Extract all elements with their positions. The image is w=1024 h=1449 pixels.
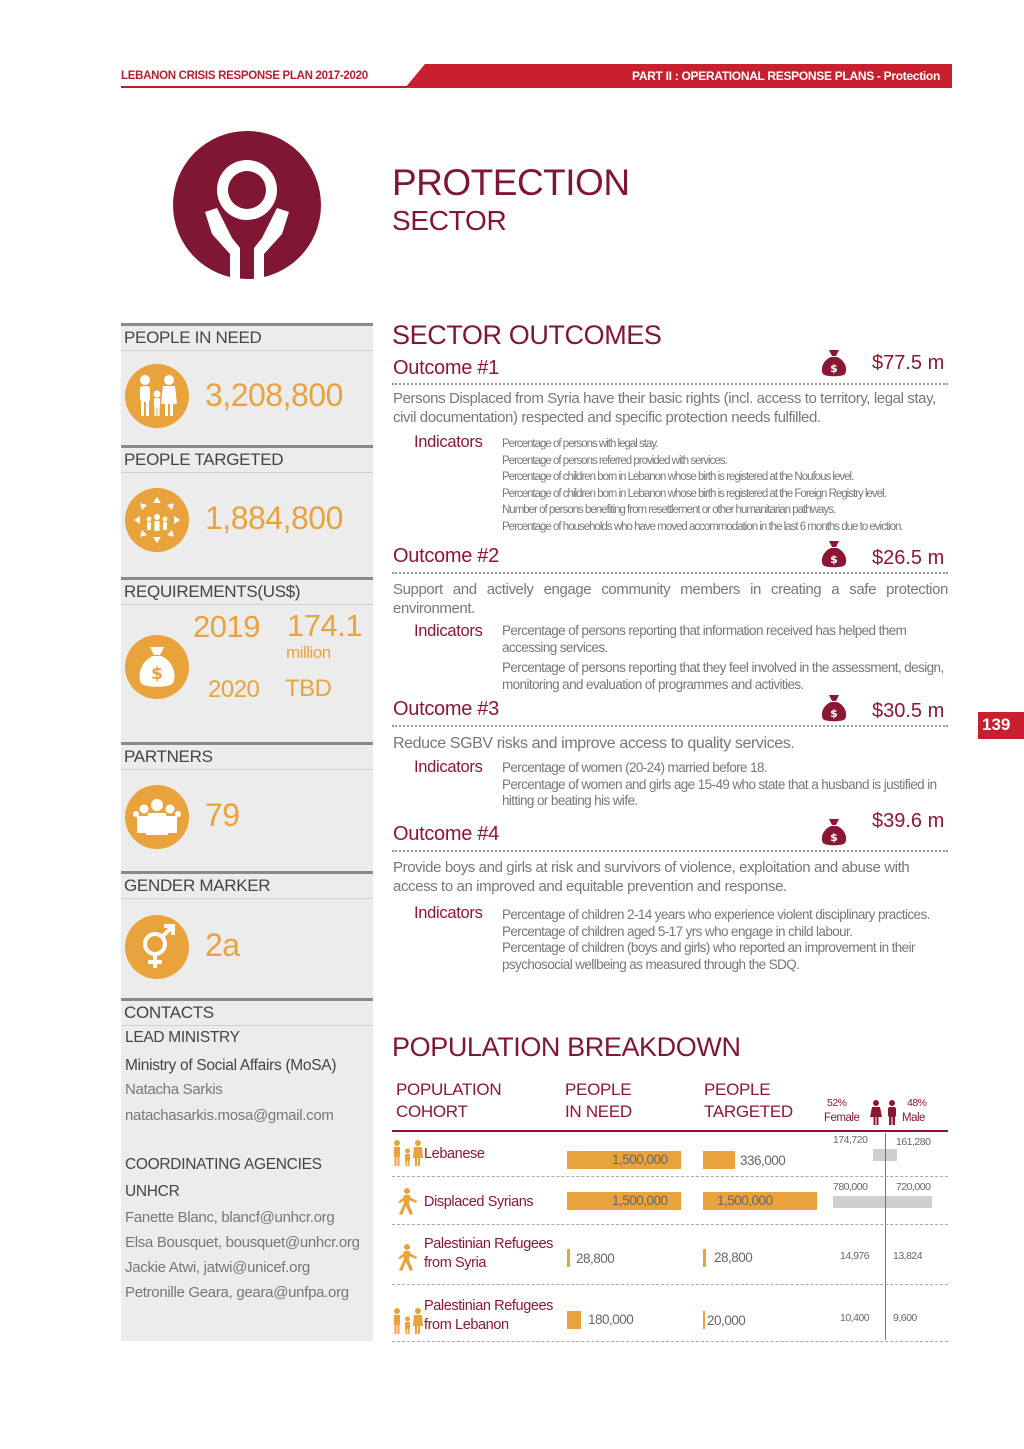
people-targeted-label: PEOPLE TARGETED	[121, 445, 373, 473]
indicator: Percentage of households who have moved accommodation in the last 6 months due to eviction.	[502, 520, 903, 533]
female-value-lebanese: 174,720	[833, 1134, 868, 1146]
need-bar-palestinian-refugees-lebanon	[567, 1311, 581, 1329]
lead-contact-email[interactable]: natachasarkis.mosa@gmail.com	[125, 1107, 334, 1124]
targeted-value-palestinian-refugees-lebanon: 20,000	[707, 1313, 746, 1328]
requirements-unit: million	[286, 643, 331, 662]
requirements-label: REQUIREMENTS(US$)	[121, 577, 373, 605]
money-bag-icon	[125, 635, 189, 699]
money-bag-icon	[821, 349, 847, 377]
female-bar-lebanese	[873, 1149, 885, 1161]
need-bar-palestinian-refugees-syria	[567, 1249, 570, 1267]
column-header-in-need: PEOPLE IN NEED	[565, 1080, 632, 1121]
male-value-palestinian-refugees-syria: 13,824	[893, 1250, 923, 1262]
indicator: Percentage of children born in Lebanon whose birth is registered at the Noufous level.	[502, 471, 854, 483]
female-label: Female	[824, 1112, 860, 1124]
outcome-2-indicators	[502, 623, 950, 693]
female-male-icon	[869, 1100, 899, 1126]
indicators-label: Indicators	[414, 904, 483, 922]
people-in-need-value: 3,208,800	[205, 377, 343, 413]
requirements-year-2020: 2020	[208, 676, 260, 703]
person-walking-icon	[395, 1244, 421, 1272]
requirements-value-2020: TBD	[285, 675, 332, 702]
protection-hands-icon	[172, 130, 322, 280]
female-value-palestinian-refugees-syria: 14,976	[840, 1250, 870, 1262]
page-title: PROTECTION	[392, 162, 630, 203]
divider	[392, 725, 948, 727]
lead-contact-person: Natacha Sarkis	[125, 1081, 223, 1098]
svg-text:$: $	[830, 553, 838, 566]
indicator: Percentage of persons reporting that information received has helped them accessing services.	[502, 623, 907, 655]
gender-icon	[125, 915, 189, 979]
outcome-3-description: Reduce SGBV risks and improve access to quality services.	[393, 735, 795, 752]
targeted-bar-palestinian-refugees-lebanon	[703, 1311, 705, 1329]
need-value-lebanese: 1,500,000	[612, 1152, 668, 1167]
coordinator-contact[interactable]: Petronille Geara, geara@unfpa.org	[125, 1284, 349, 1301]
gender-axis	[885, 1133, 886, 1340]
row-divider	[392, 1341, 948, 1342]
divider	[392, 850, 948, 852]
page-subtitle: SECTOR	[392, 205, 507, 236]
target-arrows-icon	[125, 488, 189, 552]
gender-marker-label: GENDER MARKER	[121, 871, 373, 899]
female-bar-displaced-syrians	[833, 1196, 885, 1208]
outcome-4-amount: $39.6 m	[872, 810, 945, 832]
outcome-1-amount: $77.5 m	[872, 352, 945, 374]
cohort-lebanese: Lebanese	[424, 1146, 485, 1162]
indicator: Percentage of persons reporting that they feel involved in the assessment, design, monitoring and evaluation of programmes and activities.	[502, 660, 944, 692]
indicator: Percentage of persons with legal stay.	[502, 438, 658, 450]
family-icon	[392, 1140, 424, 1168]
need-value-palestinian-refugees-syria: 28,800	[576, 1251, 615, 1266]
male-bar-lebanese	[886, 1149, 897, 1161]
coordinator-contact[interactable]: Elsa Bousquet, bousquet@unhcr.org	[125, 1234, 360, 1251]
indicator: Number of persons benefiting from resettlement or other humanitarian pathways.	[502, 504, 836, 516]
money-bag-icon	[821, 818, 847, 846]
table-header-rule	[392, 1130, 948, 1132]
lead-ministry-name: Ministry of Social Affairs (MoSA)	[125, 1057, 337, 1074]
indicator: Percentage of children 2-14 years who experience violent disciplinary practices.	[502, 907, 930, 922]
partners-value: 79	[205, 797, 240, 833]
outcome-4-title: Outcome #4	[393, 823, 499, 845]
family-icon	[125, 364, 189, 428]
male-percentage: 48%	[907, 1097, 927, 1109]
row-divider	[392, 1284, 948, 1285]
need-value-displaced-syrians: 1,500,000	[612, 1193, 668, 1208]
group-icon	[125, 785, 189, 849]
people-in-need-label: PEOPLE IN NEED	[121, 323, 373, 351]
male-value-displaced-syrians: 720,000	[896, 1181, 931, 1193]
people-targeted-value: 1,884,800	[205, 500, 343, 536]
indicator: Percentage of children aged 5-17 yrs who engage in child labour.	[502, 923, 853, 939]
money-bag-icon	[821, 540, 847, 568]
requirements-year-2019: 2019	[193, 609, 260, 644]
header-report-title: LEBANON CRISIS RESPONSE PLAN 2017-2020	[121, 70, 368, 82]
male-value-lebanese: 161,280	[896, 1136, 931, 1148]
need-value-palestinian-refugees-lebanon: 180,000	[588, 1312, 634, 1327]
indicator: Percentage of children (boys and girls) who reported an improvement in their psychosocial wellbeing as measured through the SDQ.	[502, 940, 915, 972]
outcome-2-description: Support and actively engage community members in creating a safe protection environment.	[393, 581, 948, 617]
header-section-title: PART II : OPERATIONAL RESPONSE PLANS - Protection	[632, 69, 940, 83]
lead-ministry-label: LEAD MINISTRY	[125, 1029, 240, 1046]
population-breakdown-title: POPULATION BREAKDOWN	[392, 1032, 741, 1062]
contacts-label: CONTACTS	[121, 998, 373, 1026]
indicators-label: Indicators	[414, 433, 483, 451]
svg-text:$: $	[151, 664, 163, 684]
cohort-palestinian-refugees-syria: Palestinian Refugees from Syria	[424, 1236, 554, 1271]
outcome-1-title: Outcome #1	[393, 357, 499, 379]
svg-text:$: $	[830, 831, 838, 844]
divider	[392, 383, 948, 385]
coordinating-agencies-label: COORDINATING AGENCIES	[125, 1156, 322, 1173]
male-value-palestinian-refugees-lebanon: 9,600	[893, 1312, 917, 1324]
coordinator-contact[interactable]: Fanette Blanc, blancf@unhcr.org	[125, 1209, 335, 1226]
indicator: Percentage of persons referred provided with services.	[502, 454, 727, 467]
outcome-4-description: Provide boys and girls at risk and survivors of violence, exploitation and abuse with access to an improved and equitable prevention and response.	[393, 859, 910, 895]
male-bar-displaced-syrians	[886, 1196, 932, 1208]
money-bag-icon	[821, 694, 847, 722]
page-number: 139	[978, 712, 1024, 739]
column-header-cohort: POPULATION COHORT	[396, 1080, 502, 1121]
outcome-1-indicators	[502, 436, 950, 535]
header-rule	[121, 86, 421, 88]
sidebar	[121, 323, 373, 1341]
targeted-value-displaced-syrians: 1,500,000	[717, 1193, 773, 1208]
coordinating-agency-name: UNHCR	[125, 1183, 180, 1200]
cohort-palestinian-refugees-lebanon: Palestinian Refugees from Lebanon	[424, 1298, 554, 1333]
indicator: Percentage of children born in Lebanon whose birth is registered at the Foreign Registry level.	[502, 487, 886, 500]
outcome-2-amount: $26.5 m	[872, 547, 945, 569]
partners-label: PARTNERS	[121, 742, 373, 770]
outcome-3-amount: $30.5 m	[872, 700, 945, 722]
indicators-label: Indicators	[414, 758, 483, 776]
row-divider	[392, 1224, 948, 1225]
outcome-3-indicators	[502, 760, 950, 810]
outcome-4-indicators	[502, 907, 948, 973]
targeted-bar-palestinian-refugees-syria	[703, 1249, 706, 1267]
row-divider	[392, 1176, 948, 1177]
targeted-value-lebanese: 336,000	[740, 1153, 786, 1168]
gender-marker-value: 2a	[205, 927, 240, 963]
outcome-1-description: Persons Displaced from Syria have their basic rights (incl. access to territory, legal stay, civil documentation) respected and specific protection needs fulfilled.	[393, 390, 936, 426]
outcome-3-title: Outcome #3	[393, 698, 499, 720]
cohort-displaced-syrians: Displaced Syrians	[424, 1194, 534, 1210]
indicators-label: Indicators	[414, 622, 483, 640]
person-walking-icon	[395, 1188, 421, 1216]
targeted-value-palestinian-refugees-syria: 28,800	[714, 1250, 753, 1265]
outcome-2-title: Outcome #2	[393, 545, 499, 567]
indicator: Percentage of women (20-24) married before 18.	[502, 760, 768, 775]
female-value-displaced-syrians: 780,000	[833, 1181, 868, 1193]
column-header-targeted: PEOPLE TARGETED	[704, 1080, 793, 1121]
svg-text:$: $	[830, 707, 838, 720]
svg-text:$: $	[830, 362, 838, 375]
sector-outcomes-title: SECTOR OUTCOMES	[392, 320, 662, 350]
divider	[392, 572, 948, 574]
coordinator-contact[interactable]: Jackie Atwi, jatwi@unicef.org	[125, 1259, 310, 1276]
family-icon	[392, 1308, 424, 1336]
indicator: Percentage of women and girls age 15-49 who state that a husband is justified in hitting or beating his wife.	[502, 776, 937, 808]
female-percentage: 52%	[827, 1097, 847, 1109]
targeted-bar-lebanese	[703, 1151, 735, 1169]
female-value-palestinian-refugees-lebanon: 10,400	[840, 1312, 870, 1324]
requirements-value-2019: 174.1	[287, 608, 363, 643]
male-label: Male	[902, 1112, 925, 1124]
